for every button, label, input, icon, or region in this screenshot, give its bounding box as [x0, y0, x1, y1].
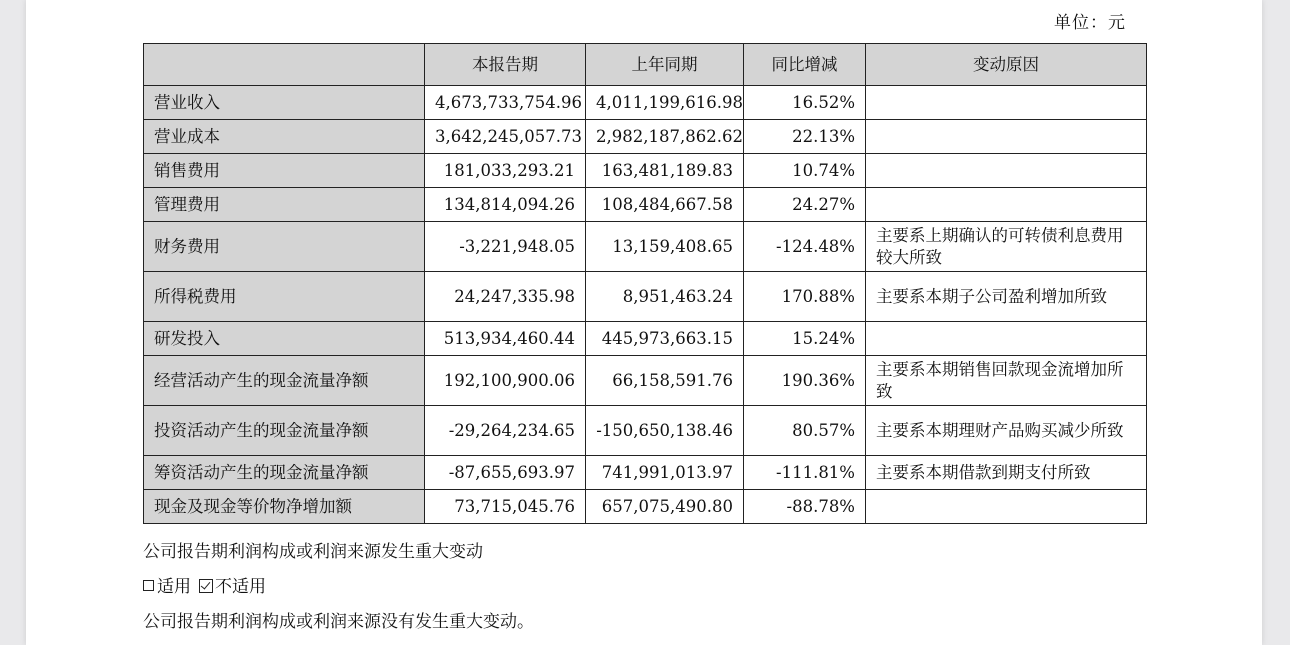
prior-value: 163,481,189.83: [586, 154, 744, 188]
reason-text: [866, 86, 1147, 120]
current-value: 513,934,460.44: [425, 322, 586, 356]
current-value: 192,100,900.06: [425, 356, 586, 406]
current-value: 24,247,335.98: [425, 272, 586, 322]
current-value: 73,715,045.76: [425, 490, 586, 524]
table-row: [144, 456, 1147, 490]
reason-text: [866, 322, 1147, 356]
checked-box-icon[interactable]: [199, 579, 213, 593]
change-value: -111.81%: [744, 456, 866, 490]
document-page: [26, 0, 1262, 645]
prior-value: 4,011,199,616.98: [586, 86, 744, 120]
unit-label: 单位：元: [1054, 13, 1126, 33]
row-label: 管理费用: [144, 188, 425, 222]
current-value: -87,655,693.97: [425, 456, 586, 490]
prior-value: 66,158,591.76: [586, 356, 744, 406]
row-label: 研发投入: [144, 322, 425, 356]
reason-text: 主要系本期借款到期支付所致: [866, 456, 1147, 490]
reason-text: [866, 120, 1147, 154]
table-row: [144, 322, 1147, 356]
change-value: 24.27%: [744, 188, 866, 222]
unchecked-box-icon[interactable]: [143, 580, 154, 591]
change-value: 22.13%: [744, 120, 866, 154]
table-row: [144, 86, 1147, 120]
profit-change-heading: 公司报告期利润构成或利润来源发生重大变动: [143, 542, 483, 562]
prior-value: 741,991,013.97: [586, 456, 744, 490]
change-value: -124.48%: [744, 222, 866, 272]
reason-text: 主要系本期理财产品购买减少所致: [866, 406, 1147, 456]
prior-value: 445,973,663.15: [586, 322, 744, 356]
change-value: 10.74%: [744, 154, 866, 188]
current-value: -29,264,234.65: [425, 406, 586, 456]
row-label: 投资活动产生的现金流量净额: [144, 406, 425, 456]
header-current-period: 本报告期: [425, 44, 586, 86]
header-prior-period: 上年同期: [586, 44, 744, 86]
current-value: 134,814,094.26: [425, 188, 586, 222]
table-row: [144, 120, 1147, 154]
prior-value: -150,650,138.46: [586, 406, 744, 456]
current-value: 3,642,245,057.73: [425, 120, 586, 154]
reason-text: [866, 490, 1147, 524]
table-row: [144, 188, 1147, 222]
header-yoy-change: 同比增减: [744, 44, 866, 86]
current-value: 181,033,293.21: [425, 154, 586, 188]
change-value: -88.78%: [744, 490, 866, 524]
row-label: 财务费用: [144, 222, 425, 272]
option-not-applicable-label: 不适用: [215, 577, 266, 597]
table-row: [144, 272, 1147, 322]
change-value: 80.57%: [744, 406, 866, 456]
profit-change-statement: 公司报告期利润构成或利润来源没有发生重大变动。: [143, 612, 534, 632]
row-label: 现金及现金等价物净增加额: [144, 490, 425, 524]
current-value: -3,221,948.05: [425, 222, 586, 272]
change-value: 16.52%: [744, 86, 866, 120]
prior-value: 8,951,463.24: [586, 272, 744, 322]
change-value: 15.24%: [744, 322, 866, 356]
change-value: 190.36%: [744, 356, 866, 406]
prior-value: 13,159,408.65: [586, 222, 744, 272]
prior-value: 2,982,187,862.62: [586, 120, 744, 154]
table-row: [144, 154, 1147, 188]
row-label: 筹资活动产生的现金流量净额: [144, 456, 425, 490]
change-value: 170.88%: [744, 272, 866, 322]
reason-text: 主要系本期子公司盈利增加所致: [866, 272, 1147, 322]
row-label: 营业收入: [144, 86, 425, 120]
table-header-row: [144, 44, 1147, 86]
reason-text: [866, 188, 1147, 222]
financial-comparison-table: [143, 43, 1147, 524]
applicability-options: [143, 572, 266, 597]
table-row: [144, 490, 1147, 524]
current-value: 4,673,733,754.96: [425, 86, 586, 120]
table-row: [144, 356, 1147, 406]
prior-value: 657,075,490.80: [586, 490, 744, 524]
header-change-reason: 变动原因: [866, 44, 1147, 86]
row-label: 销售费用: [144, 154, 425, 188]
reason-text: 主要系本期销售回款现金流增加所致: [866, 356, 1147, 406]
reason-text: 主要系上期确认的可转债利息费用较大所致: [866, 222, 1147, 272]
table-row: [144, 222, 1147, 272]
row-label: 所得税费用: [144, 272, 425, 322]
header-blank: [144, 44, 425, 86]
row-label: 营业成本: [144, 120, 425, 154]
table-row: [144, 406, 1147, 456]
row-label: 经营活动产生的现金流量净额: [144, 356, 425, 406]
option-applicable-label: 适用: [157, 577, 191, 597]
reason-text: [866, 154, 1147, 188]
prior-value: 108,484,667.58: [586, 188, 744, 222]
